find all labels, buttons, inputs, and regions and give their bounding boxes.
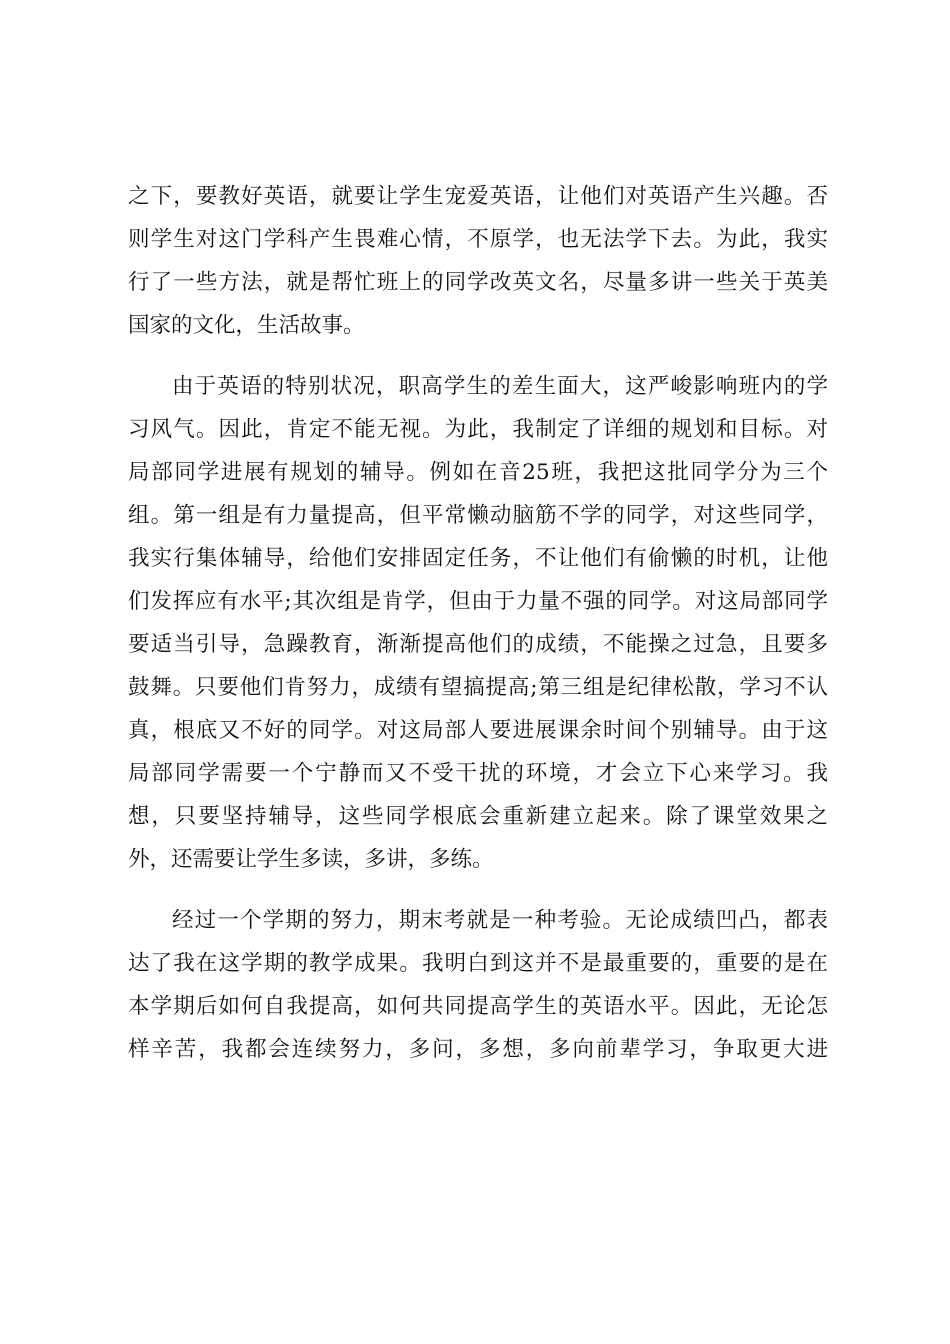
text-line: 鼓舞。只要他们肯努力，成绩有望搞提高;第三组是纪律松散，学习不认	[128, 675, 828, 700]
text-line: 们发挥应有水平;其次组是肯学，但由于力量不强的同学。对这局部同学	[128, 589, 828, 614]
text-line: 习风气。因此，肯定不能无视。为此，我制定了详细的规划和目标。对	[128, 417, 828, 442]
text-line: 经过一个学期的努力，期末考就是一种考验。无论成绩凹凸，都表	[172, 908, 828, 933]
text-line: 国家的文化，生活故事。	[128, 313, 365, 338]
text-line: 我实行集体辅导，给他们安排固定任务，不让他们有偷懒的时机，让他	[128, 546, 828, 571]
text-line: 组。第一组是有力量提高，但平常懒动脑筋不学的同学，对这些同学，	[128, 503, 828, 528]
text-line: 由于英语的特别状况，职高学生的差生面大，这严峻影响班内的学	[172, 374, 828, 399]
text-line: 要适当引导，急躁教育，渐渐提高他们的成绩，不能操之过急，且要多	[128, 632, 828, 657]
text-line: 真，根底又不好的同学。对这局部人要进展课余时间个别辅导。由于这	[128, 718, 828, 743]
text-line: 之下，要教好英语，就要让学生宠爱英语，让他们对英语产生兴趣。否	[128, 184, 828, 209]
text-line: 外，还需要让学生多读，多讲，多练。	[128, 847, 494, 872]
document-body	[128, 186, 828, 1100]
text-line: 想，只要坚持辅导，这些同学根底会重新建立起来。除了课堂效果之	[128, 804, 828, 829]
text-line: 行了一些方法，就是帮忙班上的同学改英文名，尽量多讲一些关于英美	[128, 270, 828, 295]
text-line: 局部同学进展有规划的辅导。例如在音25班，我把这批同学分为三个	[128, 460, 828, 485]
text-line: 则学生对这门学科产生畏难心情，不原学，也无法学下去。为此，我实	[128, 227, 828, 252]
text-line: 达了我在这学期的教学成果。我明白到这并不是最重要的，重要的是在	[128, 951, 828, 976]
text-line: 样辛苦，我都会连续努力，多问，多想，多向前辈学习，争取更大进	[128, 1037, 828, 1062]
text-line: 局部同学需要一个宁静而又不受干扰的环境，才会立下心来学习。我	[128, 761, 828, 786]
paragraph-1	[128, 186, 828, 358]
paragraph-2	[128, 376, 828, 892]
paragraph-3	[128, 910, 828, 1082]
text-line: 本学期后如何自我提高，如何共同提高学生的英语水平。因此，无论怎	[128, 994, 828, 1019]
